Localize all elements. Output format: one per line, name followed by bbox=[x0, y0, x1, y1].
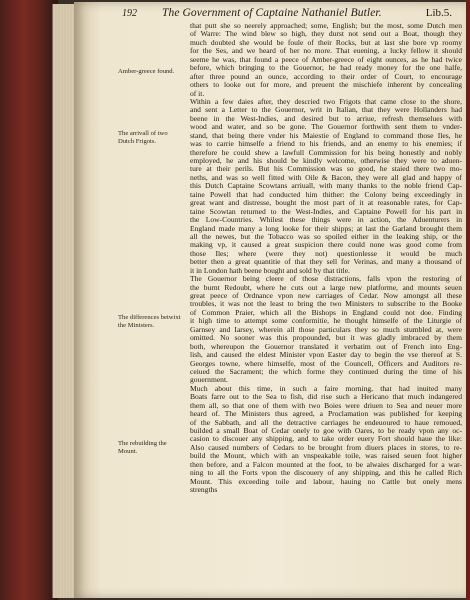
text-line: ceiued the Sacrament; the which forme they continued during the time of his bbox=[190, 367, 462, 376]
text-line: and sent a Letter to the Gouernor, writ in Italian, that they were Hollanders had bbox=[190, 106, 462, 115]
running-header bbox=[84, 6, 452, 22]
text-line: after three pound an ounce, according to their order of Court, to encourage bbox=[190, 72, 462, 81]
text-line: taine Powell that had conducted him thither: the Colony being exceedingly in bbox=[190, 190, 462, 199]
text-line: the burnt Redoubt, where he cuts out a large new platforme, and mounts seuen bbox=[190, 283, 462, 292]
text-line: seeme he was, that found a peece of Amber-greece of eight ounces, as he had twice bbox=[190, 55, 462, 64]
text-line: much doubted she would be foule of their Rocks, but at last she bore vp roomy bbox=[190, 38, 462, 47]
book-signature: Lib.5. bbox=[425, 7, 452, 19]
text-line: lish, and caused the eldest Minister vpon Easter day to begin the vse thereof at S. bbox=[190, 351, 462, 360]
text-line: both, whereupon the Gouernor translated it verbatim out of French into Eng- bbox=[190, 342, 462, 351]
text-line: beene in the West-Indies, and desired but to arriue, refresh themselues with bbox=[190, 114, 462, 123]
text-line: builded a small Boat of Cedar onely to goe with Oares, to be ready vpon any oc- bbox=[190, 427, 462, 435]
margin-note: The differences betwixt the Ministers. bbox=[118, 314, 181, 329]
text-line: Boats farre out to the Sea to fish, did rise such a Hericano that much indangered bbox=[190, 393, 462, 402]
text-line: heard of. The Ministers thus agreed, a Proclamation was published for keeping bbox=[190, 410, 462, 419]
text-line: those Iles; where (were they not) questionlesse it would be much bbox=[190, 249, 462, 258]
book-cover-spine bbox=[0, 0, 58, 600]
text-line: omitted. No sooner was this propounded, but it was gladly imbraced by them bbox=[190, 334, 462, 343]
text-line: gouernment. bbox=[190, 376, 228, 385]
book-page bbox=[74, 2, 466, 598]
text-line: ture at their perils. But his Commission was so good, he staied there two mo- bbox=[190, 165, 462, 174]
text-line: build the Mount, which with an vnspeakable toile, was raised seuen foot higher bbox=[190, 452, 462, 461]
text-line: the Low-Countries. Whilest these things were in action, the Aduenturers in bbox=[190, 216, 462, 225]
text-line: The Gouernor being cleere of those distractions, falls vpon the restoring of bbox=[190, 275, 462, 284]
text-line: England made many a long looke for their shipps; at last the Garland brought them bbox=[190, 224, 462, 233]
text-line: employed, he and his should be kindly welcome, otherwise they were to aduen- bbox=[190, 157, 462, 165]
body-text bbox=[190, 22, 462, 495]
running-title: The Government of Captaine Nathaniel Butler. bbox=[162, 7, 382, 19]
text-line: casion to discouer any shipping, and to take order euery Fort should haue the like: bbox=[190, 435, 462, 444]
text-line: this Dutch Captaine Scowtans arriuall, with many thanks to the noble friend Cap- bbox=[190, 182, 462, 191]
margin-note: Amber-greece found. bbox=[118, 68, 175, 75]
text-line: them all, so that one of them with two Boies were driuen to Sea and neuer more bbox=[190, 401, 462, 410]
text-line: Garnsey and Iarsey, wherein all those particulars they so much stumbled at, were bbox=[190, 325, 462, 334]
text-line: it high time to attempt some conformitie, he thought himselfe of the Liturgie of bbox=[190, 317, 462, 326]
text-line: neths, and was so well fitted with Oile & Bacon, they were all glad and happy of bbox=[190, 173, 462, 182]
text-line: therefore he could shew a lawfull Commission for his being honestly and nobly bbox=[190, 148, 462, 157]
book-cover-edge bbox=[466, 0, 470, 600]
text-line: then before, and a Falcon mounted at the foot, to be alwaies discharged for a war- bbox=[190, 460, 462, 469]
margin-note: The rebuilding the Mount. bbox=[118, 440, 167, 455]
text-line: troubles, it was not the least to bring the two Ministers to subscribe to the Booke bbox=[190, 300, 462, 309]
margin-note: The arrivall of two Dutch Frigots. bbox=[118, 130, 168, 145]
text-line: Mount. This exceeding toile and labour, hauing no Cattle but onely mens bbox=[190, 477, 462, 486]
text-line: better then a great quantitie of that they sell for Verinas, and many a thousand of bbox=[190, 258, 462, 267]
text-line: for the Ses, and we heard of her no more. That euening, a lucky fellow it should bbox=[190, 47, 462, 56]
text-line: taine Scowtan returned to the West-Indies, and Captaine Powell for his part in bbox=[190, 207, 462, 216]
text-line: of the Sabbath, and all the detractive carriages he endeuoured to haue remoued, bbox=[190, 418, 462, 427]
text-line: others to looke out for more, and preuent the mischiefe inherent by concealing bbox=[190, 81, 462, 90]
text-line: Much about this time, in such a faire morning, that had inuited many bbox=[190, 384, 462, 393]
text-line: great want and distresse, bought the most part of it at reasonable rates, for Cap- bbox=[190, 199, 462, 208]
page-number: 192 bbox=[122, 8, 137, 19]
text-line: of Common Praier, which all the Bishops in England could not doe. Finding bbox=[190, 308, 462, 317]
text-line: that putt she so neerely approached; some, English; but the most, some Dutch men bbox=[190, 22, 462, 30]
text-line: Also caused numbers of Cedars to be brought from diuers places in stores, to re- bbox=[190, 443, 462, 452]
text-line: great peece of Ordnance vpon new carriages of Cedar. Now amongst all these bbox=[190, 292, 462, 300]
text-line: stand, that being there vnder his Maiestie of England to command those Iles, he bbox=[190, 131, 462, 140]
text-line: of Warre: The wind blew so high, they durst not send out a Boat, though they bbox=[190, 30, 462, 39]
text-line: making vp, it caused a great suspicion there could none was good come from bbox=[190, 241, 462, 250]
text-line: of it. bbox=[190, 89, 205, 98]
text-line: all the newes, but the Tobacco was so spoiled either in the leaking ship, or the bbox=[190, 232, 462, 241]
text-line: wood and water, and so be gone. The Gouernor forthwith sent them to vnder- bbox=[190, 123, 462, 132]
text-line: it in London hath beene bought and sold by that title. bbox=[190, 266, 350, 275]
text-line: ning to all the Forts vpon the discouery of any shipping, and this he called Rich bbox=[190, 469, 462, 478]
text-line: Georges towne, where himselfe, most of the Councell, Officers and Auditors re- bbox=[190, 359, 462, 368]
text-line: Within a few daies after, they descried two Frigots that came close to the shore, bbox=[190, 97, 462, 106]
text-line: strengths bbox=[190, 486, 218, 495]
text-line: was to carrie himselfe a friend to his friends, and an enemy to his enemies; if bbox=[190, 140, 462, 149]
text-line: before, which bringing to the Gouernor, he had ready money for the one halfe, bbox=[190, 64, 462, 73]
